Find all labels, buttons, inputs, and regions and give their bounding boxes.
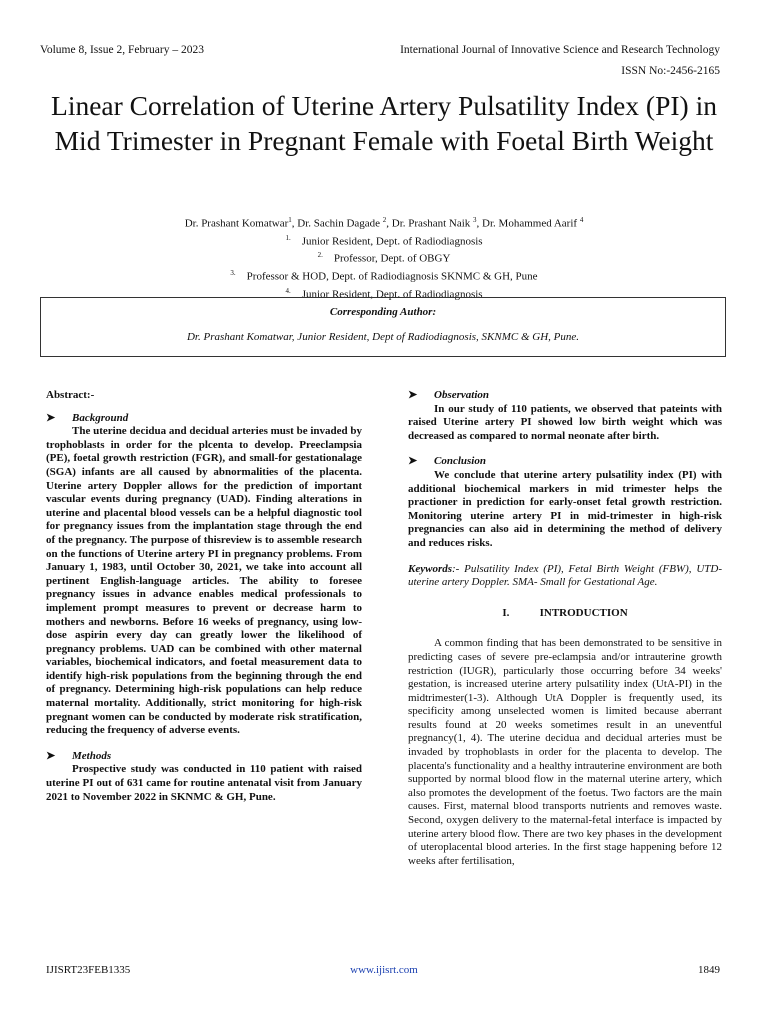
corresponding-text: Dr. Prashant Komatwar, Junior Resident, Dept of Radiodiagnosis, SKNMC & GH, Pune.	[186, 331, 580, 343]
footer-paper-id: IJISRT23FEB1335	[46, 964, 131, 976]
observation-heading: ➤ Observation	[408, 389, 489, 401]
methods-heading: ➤ Methods	[46, 749, 112, 762]
arrow-icon: ➤	[408, 455, 418, 468]
footer-website[interactable]	[0, 964, 768, 976]
author-3: Dr. Prashant Naik	[391, 217, 471, 230]
conclusion-heading: ➤ Conclusion	[408, 455, 486, 468]
introduction-heading: I. INTRODUCTION	[502, 606, 628, 619]
arrow-icon: ➤	[408, 389, 418, 401]
author-1: Dr. Prashant Komatwar	[184, 217, 289, 230]
journal-volume: Volume 8, Issue 2, February – 2023	[40, 44, 204, 56]
abstract-label: Abstract:-	[46, 389, 95, 401]
corresponding-author-box	[40, 297, 726, 357]
authors-block	[40, 213, 728, 301]
introduction-text: A common finding that has been demonstrated to be sensitive in predicting cases of severe pre-eclampsia and/or intrauterine growth restriction (IUGR), particularly those occurring before 34 weeks' gestation, is increased uterine artery pulsatility index (UtA-PI) in the midtrimester(1-3). Although UtA Doppler is frequently used, its specificity among unselected women is limited because aberrant results found at 20 weeks sometimes result in an uneventful pregnancy(1, 4). The uterine decidua and decidual arteries must be invaded by trophoblasts in order for the placenta to develop. The placenta's functionality and a healthy intrauterine environment are both supported by normal blood flow in the maternal uterine artery, which also promotes the development of the foetus. Two factors are the main causes. First, maternal blood transports nutrients and removes waste. Second, oxygen delivery to the maternal-fetal interface is impacted by uterine artery blood flow. There are two key phases in the development of uteroplacental blood arteries. In the first stage happening before 12 weeks after fertilisation,	[408, 637, 722, 867]
keywords: Keywords:- Pulsatility Index (PI), Fetal Birth Weight (FBW), UTD- uterine artery Doppler. SMA- Small for Gestational Age.	[408, 562, 722, 589]
left-column	[46, 389, 362, 804]
journal-name: International Journal of Innovative Science and Research Technology	[400, 44, 720, 56]
corresponding-label: Corresponding Author:	[329, 306, 437, 318]
arrow-icon: ➤	[46, 749, 56, 762]
affiliation: $^{2.}$ Professor, Dept. of OBGY	[317, 251, 451, 265]
affiliation: $^{4.}$ Junior Resident, Dept. of Radiodiagnosis	[285, 286, 483, 301]
author-2: Dr. Sachin Dagade	[297, 217, 381, 230]
conclusion-text: We conclude that uterine artery pulsatility index (PI) with additional biochemical markers in mid trimester helps the practioner in prediction for early-onset fetal growth restriction. Monitoring uterine artery PI in mid-trimester in high-risk pregnancies can also aid in determining the method of delivery and reduces risks.	[408, 468, 722, 549]
background-heading: ➤ Background	[46, 411, 129, 424]
right-column	[408, 389, 722, 868]
author-line: Dr. Prashant Komatwar$^1$, Dr. Sachin Dagade $^2$, Dr. Prashant Naik $^3$, Dr. Mohammed Aarif $^4$	[184, 216, 584, 230]
author-4: Dr. Mohammed Aarif	[482, 217, 578, 230]
arrow-icon: ➤	[46, 411, 56, 424]
website-link[interactable]: www.ijisrt.com	[350, 964, 418, 976]
issn: ISSN No:-2456-2165	[621, 65, 720, 77]
observation-text: In our study of 110 patients, we observed that pateints with raised Uterine artery PI showed low birth weight which was decreased as compared to normal neonate after birth.	[408, 402, 722, 442]
methods-text: Prospective study was conducted in 110 patient with raised uterine PI out of 631 came for routine antenatal visit from January 2021 to November 2022 in SKNMC & GH, Pune.	[46, 763, 362, 803]
background-text: The uterine decidua and decidual arteries must be invaded by trophoblasts in order for the plcenta to develop. Preeclampsia (PE), foetal growth restriction (FGR), and small-for gestationalage (SGA) infants are all caused by abnormalities of the placenta. Uterine artery Doppler allows for the prediction of important vascular events during pregnancy (UAD). Finding alterations in uterine and placental blood vessels can be a helpful diagnostic tool for pregnancy issues from the implantation stage through the end of the pregnancy. The purpose of thisreview is to assemble research on the functions of Uterine artery PI in pregnancy problems. From January 1, 1983, until October 30, 2021, we take into account all pertinent English-language articles. The ability to foresee pregnancy issues in advance enables medical professionals to implement prompt measures to prevent or decrease harm to mothers and newborns. Before 16 weeks of pregnancy, using low-dose aspirin every day can greatly lower the likelihood of pregnancy problems. UAD can be combined with other maternal variables, biochemical indicators, and foetal measurement data to identify high-risk populations from the beginning through the end of pregnancy. Determining high-risk populations can help reduce maternal mortality. Additionally, strict monitoring for high-risk pregnant women can be conducted by moderate risk stratification, reducing the frequency of adverse events.	[46, 425, 362, 737]
paper-title: Linear Correlation of Uterine Artery Pulsatility Index (PI) in Mid Trimester in Pregnant Female with Foetal Birth Weight	[51, 90, 717, 156]
affiliation: $^{3.}$ Professor & HOD, Dept. of Radiodiagnosis SKNMC & GH, Pune	[230, 268, 538, 283]
page-number: 1849	[698, 964, 720, 976]
affiliation: $^{1.}$ Junior Resident, Dept. of Radiodiagnosis	[285, 233, 483, 248]
